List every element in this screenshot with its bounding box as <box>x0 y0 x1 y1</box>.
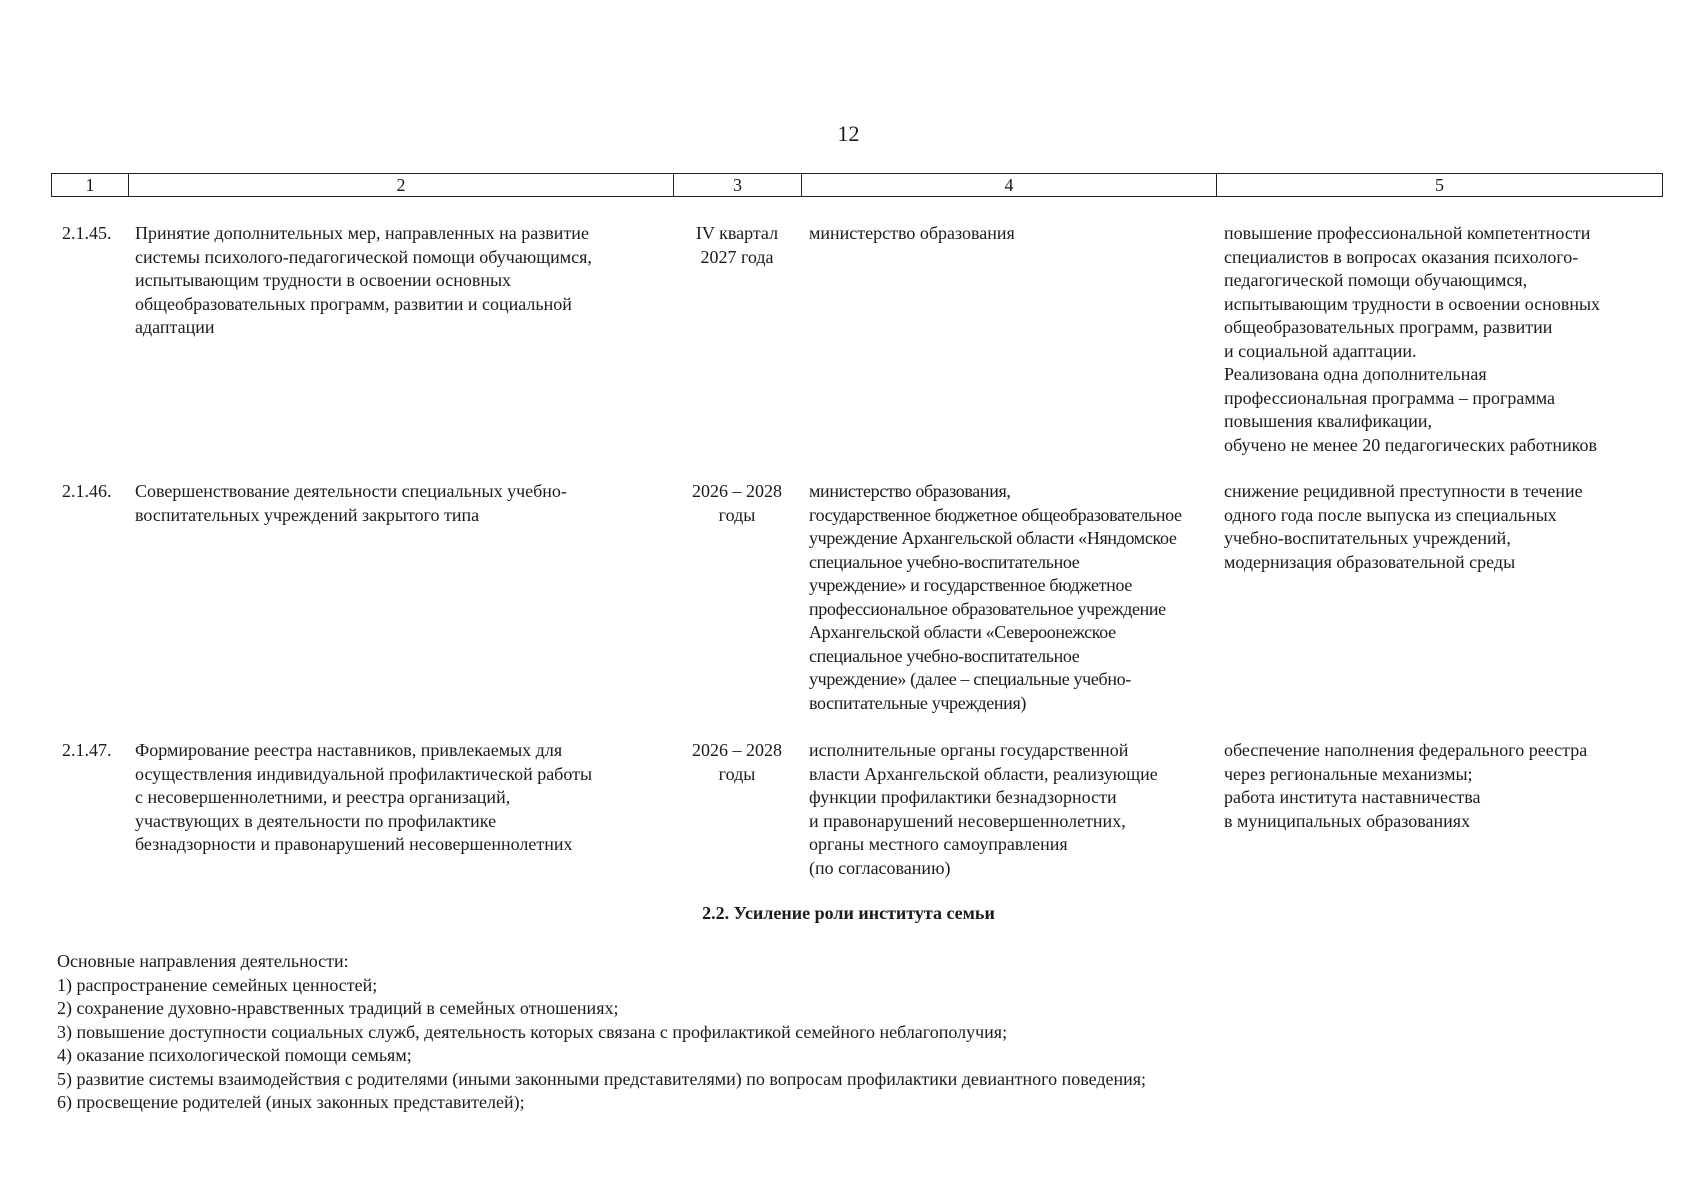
row-number: 2.1.46. <box>62 481 112 501</box>
section-title: 2.2. Усиление роли института семьи <box>702 903 995 923</box>
directions-list <box>57 950 1657 1115</box>
list-item: 5) развитие системы взаимодействия с родителями (иными законными представителями) по вопросам профилактики девиантного поведения; <box>57 1068 1147 1089</box>
row-executor: исполнительные органы государственной власти Архангельской области, реализующие функции профилактики безнадзорности и правонарушений несовершеннолетних, органы местного самоуправления (по согласованию) <box>809 740 1158 878</box>
table-header <box>51 173 1663 197</box>
row-executor: министерство образования, государственное бюджетное общеобразовательное учреждение Архангельской области «Няндомское специальное учебно-воспитательное учреждение» и государственное бюджетное профессиональное образовательное учреждение Архангельской области «Североонежское специальное учебно-воспитательное учреждение» (далее – специальные учебно- воспитательные учреждения) <box>809 481 1182 713</box>
header-col-4: 4 <box>802 174 1217 196</box>
header-col-3: 3 <box>674 174 802 196</box>
row-number: 2.1.47. <box>62 740 112 760</box>
list-item: 4) оказание психологической помощи семьям; <box>57 1045 412 1065</box>
row-description: Формирование реестра наставников, привлекаемых для осуществления индивидуальной профилактической работы с несовершеннолетними, и реестра организаций, участвующих в деятельности по профилактике безнадзорности и правонарушений несовершеннолетних <box>135 740 593 854</box>
row-description: Принятие дополнительных мер, направленных на развитие системы психолого-педагогической помощи обучающимся, испытывающим трудности в освоении основных общеобразовательных программ, развитии и социальной адаптации <box>135 223 592 337</box>
header-col-5: 5 <box>1435 175 1444 195</box>
row-result: снижение рецидивной преступности в течение одного года после выпуска из специальных учебно-воспитательных учреждений, модернизация образовательной среды <box>1224 481 1583 572</box>
list-item: 6) просвещение родителей (иных законных представителей); <box>57 1092 525 1112</box>
row-term: IV квартал 2027 года <box>695 223 779 267</box>
list-item: 3) повышение доступности социальных служб, деятельность которых связана с профилактикой семейного неблагополучия; <box>57 1021 1008 1042</box>
header-col-2: 2 <box>129 174 674 196</box>
row-description: Совершенствование деятельности специальных учебно- воспитательных учреждений закрытого типа <box>135 481 567 525</box>
directions-intro: Основные направления деятельности: <box>57 951 349 971</box>
list-item: 2) сохранение духовно-нравственных традиций в семейных отношениях; <box>57 998 619 1018</box>
row-number: 2.1.45. <box>62 223 112 243</box>
page-number: 12 <box>837 121 860 146</box>
row-result: повышение профессиональной компетентности специалистов в вопросах оказания психолого- педагогической помощи обучающимся, испытывающим трудности в освоении основных общеобразовательных программ, развитии и социальной адаптации. Реализована одна дополнительная профессиональная программа – программа повышения квалификации, обучено не менее 20 педагогических работников <box>1224 223 1601 455</box>
row-term: 2026 – 2028 годы <box>692 740 782 784</box>
row-executor: министерство образования <box>809 223 1015 243</box>
list-item: 1) распространение семейных ценностей; <box>57 974 378 995</box>
row-term: 2026 – 2028 годы <box>692 481 782 525</box>
row-result: обеспечение наполнения федерального реестра через региональные механизмы; работа института наставничества в муниципальных образованиях <box>1224 740 1588 831</box>
header-col-1: 1 <box>52 174 129 196</box>
